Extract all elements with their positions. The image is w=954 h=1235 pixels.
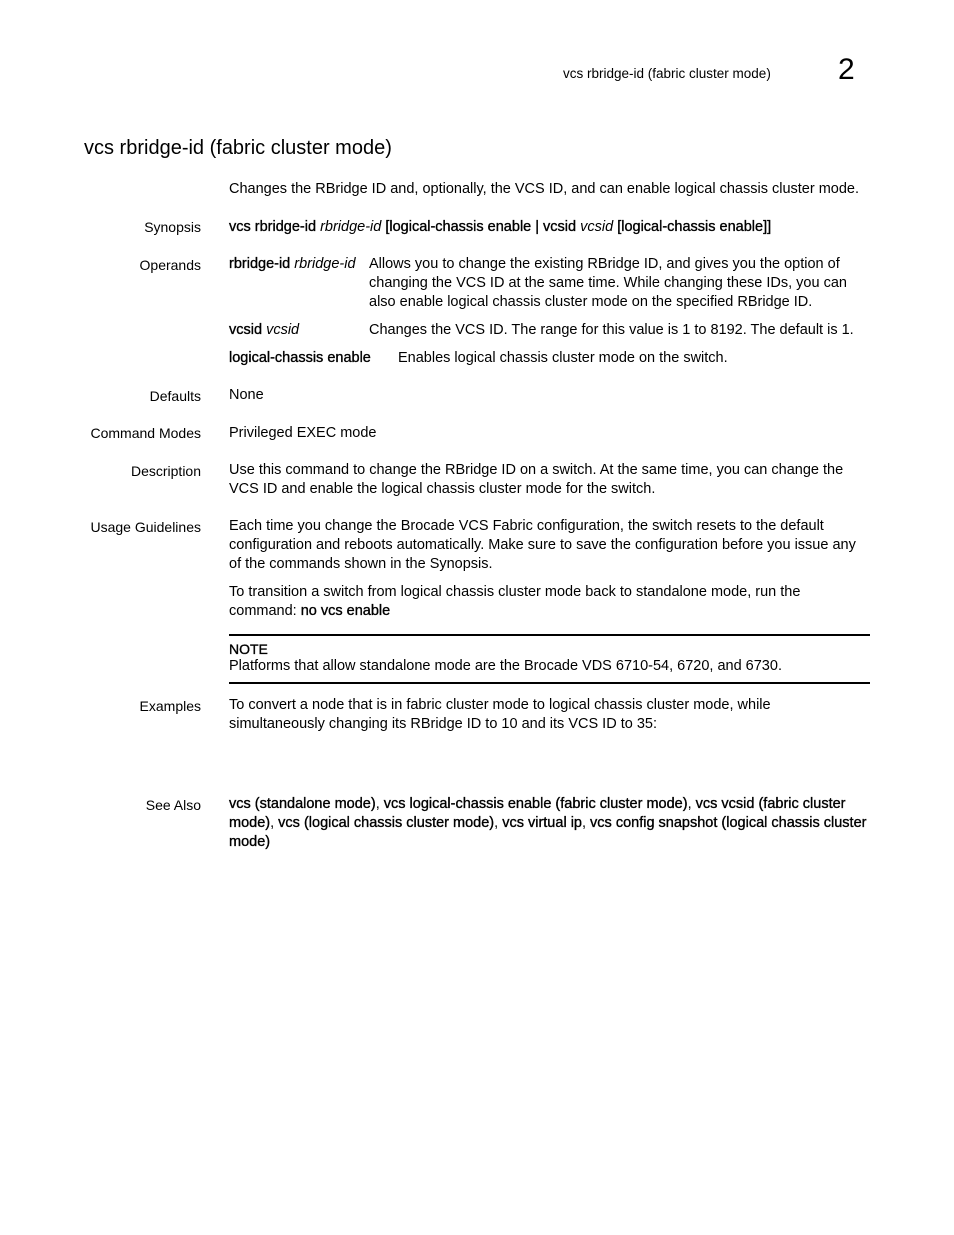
description-text: Use this command to change the RBridge ID on a switch. At the same time, you can change the VCS ID and enable the logical chassis cluster mode for the switch.: [229, 462, 844, 497]
see-also-link[interactable]: vcs (standalone mode): [229, 796, 376, 812]
defaults-text: None: [229, 387, 264, 403]
operand-arg: rbridge-id: [294, 256, 356, 272]
synopsis-command: vcs rbridge-id: [229, 219, 321, 235]
note-box: [229, 634, 870, 684]
operand-description: Changes the VCS ID. The range for this value is 1 to 8192. The default is 1.: [369, 322, 854, 338]
see-also-link[interactable]: vcs logical-chassis enable (fabric cluster mode): [383, 796, 688, 812]
synopsis-arg-vcsid: vcsid: [580, 219, 614, 235]
label-see-also: See Also: [145, 797, 201, 813]
note-title: NOTE: [229, 641, 268, 657]
command-modes-text: Privileged EXEC mode: [229, 425, 377, 441]
synopsis-options: [logical-chassis enable | vcsid: [381, 219, 581, 235]
label-command-modes: Command Modes: [90, 425, 201, 441]
usage-transition-text: To transition a switch from logical chassis cluster mode back to standalone mode, run the command:: [229, 584, 801, 619]
label-operands: Operands: [139, 257, 201, 273]
examples-text: To convert a node that is in fabric cluster mode to logical chassis cluster mode, while simultaneously changing its RBridge ID to 10 and its VCS ID to 35:: [229, 697, 771, 732]
label-description: Description: [130, 463, 201, 479]
operand-name: [229, 255, 356, 274]
synopsis-arg-rbridge-id: rbridge-id: [320, 219, 382, 235]
label-examples: Examples: [139, 698, 201, 714]
operand-description: Allows you to change the existing RBridge ID, and gives you the option of changing the VCS ID at the same time. While changing these IDs, you can also enable logical chassis cluster mode on the specified RBridge ID.: [369, 256, 847, 310]
chapter-number: 2: [838, 53, 855, 86]
usage-paragraph: Each time you change the Brocade VCS Fabric configuration, the switch resets to the default configuration and reboots automatically. Make sure to save the configuration before you issue any of the commands shown in the Synopsis.: [229, 518, 856, 572]
see-also-link[interactable]: vcs (logical chassis cluster mode): [278, 815, 495, 831]
see-also-link[interactable]: vcs config snapshot (logical chassis cluster mode): [229, 815, 867, 850]
operand-description: Enables logical chassis cluster mode on the switch.: [398, 350, 728, 366]
note-body: Platforms that allow standalone mode are the Brocade VDS 6710-54, 6720, and 6730.: [229, 658, 782, 674]
see-also-links: vcs (standalone mode), vcs logical-chassis enable (fabric cluster mode), vcs vcsid (fabric cluster mode), vcs (logical chassis cluster mode), vcs virtual ip, vcs config snapshot (logical chassis cluster mode): [229, 796, 867, 850]
label-synopsis: Synopsis: [144, 219, 201, 235]
operand-keyword: vcsid: [229, 322, 263, 338]
operand-keyword: logical-chassis enable: [229, 350, 371, 366]
usage-command: no vcs enable: [300, 603, 391, 619]
see-also-link[interactable]: vcs virtual ip: [502, 815, 582, 831]
synopsis-text: [229, 218, 869, 237]
operand-arg: vcsid: [266, 322, 300, 338]
operand-name: [229, 321, 299, 340]
synopsis-options-end: [logical-chassis enable]]: [613, 219, 772, 235]
operand-name: [229, 349, 371, 368]
running-header-title: vcs rbridge-id (fabric cluster mode): [563, 66, 771, 81]
usage-paragraph-transition: [229, 583, 839, 621]
intro-text: Changes the RBridge ID and, optionally, the VCS ID, and can enable logical chassis cluster mode.: [229, 181, 860, 197]
operand-keyword: rbridge-id: [229, 256, 291, 272]
label-defaults: Defaults: [149, 388, 201, 404]
label-usage-guidelines: Usage Guidelines: [90, 519, 201, 535]
page-title: vcs rbridge-id (fabric cluster mode): [84, 137, 392, 159]
see-also-link[interactable]: vcs vcsid (fabric cluster mode): [229, 796, 846, 831]
